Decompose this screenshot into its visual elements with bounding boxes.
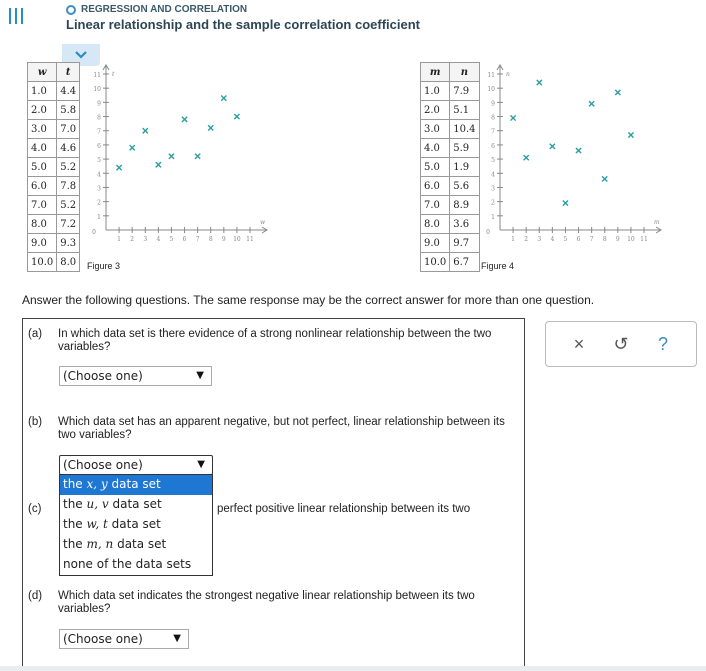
section-label [66, 4, 247, 15]
table-cell: 10.4 [450, 120, 479, 139]
table-header-1: w [28, 63, 57, 82]
table-row [421, 158, 480, 177]
y-tick-label: 3 [97, 185, 101, 193]
question-a-select[interactable] [59, 366, 212, 386]
y-tick-label: 5 [491, 157, 495, 165]
dropdown-arrow-icon: ▼ [173, 633, 181, 644]
question-d-select-value: (Choose one) [63, 632, 143, 646]
option-prefix: the [63, 497, 87, 511]
data-point [169, 154, 174, 159]
data-point [602, 176, 607, 181]
option-suffix: data set [107, 517, 161, 531]
dropdown-option[interactable] [60, 515, 212, 535]
option-variables: m, n [86, 537, 114, 551]
y-tick-label: 6 [491, 142, 495, 150]
table-cell: 4.6 [57, 139, 80, 158]
x-tick-label: 2 [130, 236, 135, 243]
data-point [615, 90, 620, 95]
table-header-2: n [450, 63, 479, 82]
table-cell: 7.0 [57, 120, 80, 139]
table-row [28, 215, 80, 234]
table-cell: 6.0 [421, 177, 450, 196]
table-row [28, 253, 80, 272]
table-row [421, 253, 480, 272]
y-tick-label: 10 [487, 86, 495, 94]
table-row [28, 82, 80, 101]
table-cell: 10.0 [421, 253, 450, 272]
x-axis-label: m [654, 219, 660, 226]
table-cell: 7.0 [421, 196, 450, 215]
data-point [628, 132, 633, 137]
figure3-table [27, 62, 80, 272]
dropdown-option[interactable] [60, 535, 212, 555]
table-cell: 9.3 [57, 234, 80, 253]
table-cell: 10.0 [28, 253, 57, 272]
table-cell: 7.2 [57, 215, 80, 234]
table-row [28, 158, 80, 177]
dropdown-arrow-icon: ▼ [196, 370, 204, 381]
chevron-down-icon [74, 50, 88, 60]
data-point [130, 145, 135, 150]
table-cell: 8.0 [28, 215, 57, 234]
table-cell: 1.0 [421, 82, 450, 101]
option-variables: x, y [86, 477, 108, 491]
table-cell: 5.6 [450, 177, 479, 196]
table-row [28, 196, 80, 215]
y-tick-label: 10 [93, 86, 101, 94]
answer-tools [545, 321, 697, 367]
y-tick-label: 5 [97, 157, 101, 165]
y-tick-label: 8 [97, 114, 101, 122]
table-cell: 1.0 [28, 82, 57, 101]
help-icon[interactable]: ? [657, 333, 668, 354]
data-point [182, 117, 187, 122]
data-point [116, 165, 121, 170]
x-tick-label: 9 [615, 236, 620, 243]
question-b-text: Which data set has an apparent negative, but not perfect, linear relationship between its two variables? [58, 416, 505, 441]
x-tick-label: 3 [143, 236, 148, 243]
table-cell: 3.0 [28, 120, 57, 139]
table-row [421, 82, 480, 101]
x-tick-label: 4 [156, 236, 161, 243]
y-tick-label: 9 [491, 100, 495, 108]
x-tick-label: 6 [182, 236, 187, 243]
table-cell: 5.8 [57, 101, 80, 120]
y-axis-label: n [506, 71, 510, 78]
table-cell: 1.9 [450, 158, 479, 177]
x-tick-label: 10 [627, 236, 635, 243]
y-tick-label: 6 [97, 142, 101, 150]
undo-icon[interactable]: ↺ [613, 333, 629, 354]
table-cell: 5.0 [421, 158, 450, 177]
figure3-scatter-plot [82, 62, 272, 252]
question-c-label: (c) [28, 503, 42, 515]
table-row [421, 196, 480, 215]
page-title: Linear relationship and the sample correlation coefficient [66, 17, 420, 32]
table-row [421, 101, 480, 120]
y-tick-label: 7 [97, 128, 101, 136]
y-tick-label: 8 [491, 114, 495, 122]
x-tick-label: 10 [233, 236, 241, 243]
table-cell: 4.0 [421, 139, 450, 158]
x-tick-label: 5 [563, 236, 568, 243]
option-suffix: data set [108, 497, 162, 511]
table-cell: 3.6 [450, 215, 479, 234]
x-axis-label: w [260, 219, 266, 226]
table-cell: 6.7 [450, 253, 479, 272]
section-status-icon [66, 5, 76, 15]
data-point [221, 96, 226, 101]
table-cell: 8.0 [57, 253, 80, 272]
menu-icon[interactable] [9, 8, 23, 26]
x-tick-label: 7 [195, 236, 200, 243]
table-cell: 5.9 [450, 139, 479, 158]
dropdown-arrow-icon: ▼ [197, 459, 205, 470]
y-tick-label: 9 [97, 100, 101, 108]
table-cell: 6.0 [28, 177, 57, 196]
data-point [537, 80, 542, 85]
table-cell: 2.0 [421, 101, 450, 120]
question-a-label: (a) [28, 328, 43, 340]
figure3-label: Figure 3 [87, 261, 121, 271]
question-c [28, 503, 56, 516]
instructions: Answer the following questions. The same response may be the correct answer for more than one question. [22, 293, 595, 307]
table-row [28, 234, 80, 253]
figure4-scatter-plot [476, 62, 676, 252]
x-tick-label: 5 [169, 236, 174, 243]
x-tick-label: 2 [524, 236, 529, 243]
x-tick-label: 11 [246, 236, 254, 243]
y-tick-label: 4 [491, 171, 495, 179]
dropdown-option[interactable] [60, 495, 212, 515]
table-row [421, 215, 480, 234]
data-point [589, 101, 594, 106]
clear-icon[interactable]: × [573, 333, 585, 354]
table-cell: 9.7 [450, 234, 479, 253]
table-header-1: m [421, 63, 450, 82]
table-cell: 7.0 [28, 196, 57, 215]
x-tick-label: 4 [550, 236, 555, 243]
table-cell: 4.0 [28, 139, 57, 158]
table-cell: 9.0 [28, 234, 57, 253]
table-cell: 5.0 [28, 158, 57, 177]
table-cell: 7.8 [57, 177, 80, 196]
x-tick-label: 11 [640, 236, 648, 243]
option-suffix: data set [107, 477, 161, 491]
y-axis-label: t [112, 71, 115, 78]
table-cell: 7.9 [450, 82, 479, 101]
table-row [421, 139, 480, 158]
option-prefix: the [63, 517, 87, 531]
data-point [524, 155, 529, 160]
x-tick-label: 8 [602, 236, 607, 243]
figure4-table [420, 62, 480, 272]
figure4-label: Figure 4 [481, 261, 515, 271]
option-prefix: the [63, 477, 87, 491]
bottom-bar [0, 666, 706, 671]
data-point [234, 114, 239, 119]
section-name: REGRESSION AND CORRELATION [81, 4, 248, 15]
x-tick-label: 8 [208, 236, 213, 243]
data-point [576, 148, 581, 153]
table-row [28, 139, 80, 158]
data-point [195, 154, 200, 159]
x-tick-label: 9 [221, 236, 226, 243]
x-tick-label: 6 [576, 236, 581, 243]
x-tick-label: 1 [511, 236, 516, 243]
question-d-text: Which data set indicates the strongest negative linear relationship between its two variables? [58, 590, 475, 615]
table-row [421, 120, 480, 139]
question-b-select[interactable] [59, 455, 213, 475]
option-prefix: the [63, 537, 87, 551]
table-cell: 2.0 [28, 101, 57, 120]
question-a [28, 328, 492, 353]
table-cell: 5.2 [57, 158, 80, 177]
table-row [28, 120, 80, 139]
y-tick-label: 3 [491, 185, 495, 193]
question-b [28, 416, 505, 441]
y-tick-label: 2 [97, 199, 101, 207]
data-point [208, 125, 213, 130]
x-tick-label: 3 [537, 236, 542, 243]
table-row [421, 177, 480, 196]
question-a-select-value: (Choose one) [63, 369, 143, 383]
data-point [550, 144, 555, 149]
y-tick-label: 2 [491, 199, 495, 207]
y-tick-label: 11 [93, 72, 101, 79]
data-point [510, 115, 515, 120]
question-d-label: (d) [28, 590, 43, 602]
option-variables: u, v [86, 497, 109, 511]
table-cell: 8.9 [450, 196, 479, 215]
question-b-label: (b) [28, 416, 43, 428]
question-a-text: In which data set is there evidence of a strong nonlinear relationship between the two variables? [58, 328, 492, 353]
y-tick-label: 4 [97, 171, 101, 179]
table-cell: 3.0 [421, 120, 450, 139]
data-point [563, 200, 568, 205]
option-variables: w, t [86, 517, 108, 531]
table-row [28, 101, 80, 120]
table-row [421, 234, 480, 253]
y-tick-label: 1 [491, 213, 495, 221]
question-b-select-value: (Choose one) [63, 458, 143, 472]
table-cell: 8.0 [421, 215, 450, 234]
dropdown-option[interactable] [60, 555, 212, 575]
x-tick-label: 1 [117, 236, 122, 243]
data-point [156, 162, 161, 167]
table-cell: 9.0 [421, 234, 450, 253]
table-row [28, 177, 80, 196]
table-cell: 4.4 [57, 82, 80, 101]
dropdown-option[interactable] [60, 475, 212, 495]
question-b-dropdown-list[interactable] [59, 474, 213, 576]
table-cell: 5.1 [450, 101, 479, 120]
table-cell: 5.2 [57, 196, 80, 215]
option-suffix: data set [113, 537, 167, 551]
question-d [28, 590, 475, 615]
question-d-select[interactable] [59, 629, 189, 649]
question-c-text: perfect positive linear relationship between its two [217, 503, 471, 515]
origin-label: 0 [486, 229, 490, 236]
option-prefix: none of the data sets [63, 557, 192, 571]
header [0, 0, 706, 46]
table-header-2: t [57, 63, 80, 82]
y-tick-label: 7 [491, 128, 495, 136]
data-point [143, 128, 148, 133]
x-tick-label: 7 [589, 236, 594, 243]
y-tick-label: 1 [97, 213, 101, 221]
origin-label: 0 [92, 229, 96, 236]
y-tick-label: 11 [487, 72, 495, 79]
